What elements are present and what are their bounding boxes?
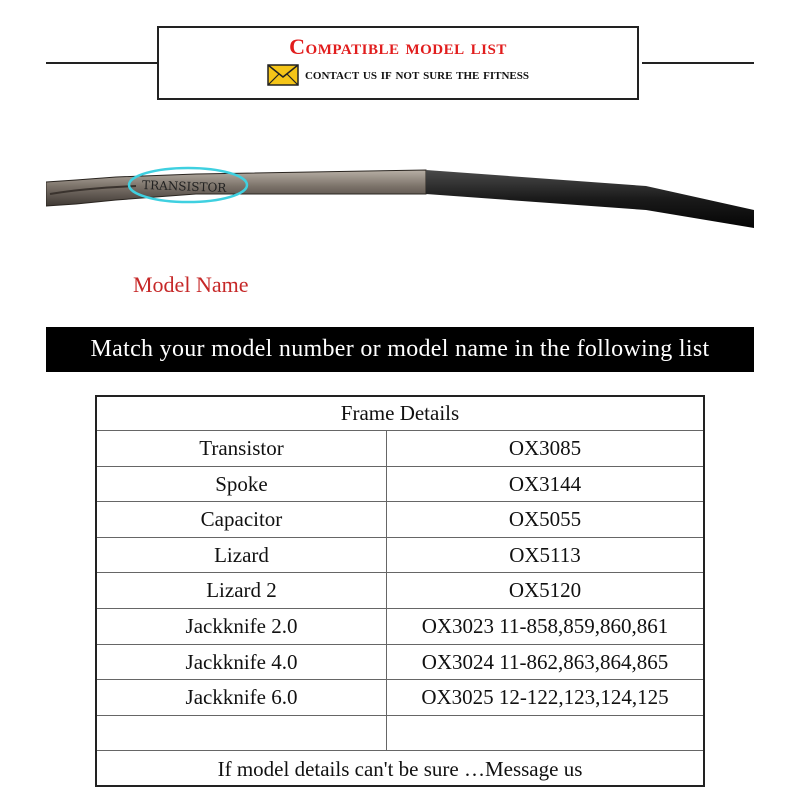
header-box bbox=[157, 26, 639, 100]
model-code-cell: OX5055 bbox=[508, 507, 582, 532]
message-us-note: If model details can't be sure …Message us bbox=[217, 757, 583, 782]
model-code-cell: OX3023 11-858,859,860,861 bbox=[421, 613, 669, 638]
model-name-cell: Jackknife 6.0 bbox=[97, 680, 387, 715]
model-name-cell: Transistor bbox=[97, 431, 387, 466]
header-subtitle-row bbox=[159, 64, 637, 86]
table-row bbox=[97, 431, 703, 467]
instruction-banner: Match your model number or model name in the following list bbox=[46, 327, 754, 372]
model-name-label: Model Name bbox=[133, 272, 249, 297]
header-subtitle: contact us if not sure the fitness bbox=[304, 66, 529, 83]
model-code-cell: OX5120 bbox=[508, 578, 582, 603]
model-name-cell: Jackknife 2.0 bbox=[97, 609, 387, 644]
model-code-cell bbox=[387, 716, 703, 751]
header-title: Compatible model list bbox=[289, 34, 507, 59]
model-name-cell: Capacitor bbox=[97, 502, 387, 537]
table-row bbox=[97, 645, 703, 681]
engraving-text: TRANSISTOR bbox=[141, 178, 227, 195]
temple-illustration bbox=[46, 150, 754, 240]
table-row bbox=[97, 538, 703, 574]
table-row bbox=[97, 573, 703, 609]
model-code-cell: OX3144 bbox=[508, 471, 582, 496]
model-code-cell: OX3024 11-862,863,864,865 bbox=[421, 649, 669, 674]
header-rule-left bbox=[46, 62, 158, 64]
model-name-cell: Lizard bbox=[97, 538, 387, 573]
model-name-cell: Spoke bbox=[97, 467, 387, 502]
model-code-cell: OX3025 12-122,123,124,125 bbox=[421, 685, 669, 710]
model-name-cell bbox=[97, 716, 387, 751]
model-code-cell: OX3085 bbox=[508, 436, 582, 460]
table-title: Frame Details bbox=[97, 397, 703, 431]
model-name-cell: Jackknife 4.0 bbox=[97, 645, 387, 680]
envelope-icon[interactable] bbox=[267, 64, 299, 86]
table-row bbox=[97, 609, 703, 645]
model-name-cell: Lizard 2 bbox=[97, 573, 387, 608]
table-row-empty bbox=[97, 716, 703, 752]
table-row bbox=[97, 467, 703, 503]
model-code-cell: OX5113 bbox=[509, 542, 581, 567]
frame-details-table bbox=[95, 395, 705, 787]
table-row bbox=[97, 502, 703, 538]
table-row bbox=[97, 680, 703, 716]
header-rule-right bbox=[642, 62, 754, 64]
